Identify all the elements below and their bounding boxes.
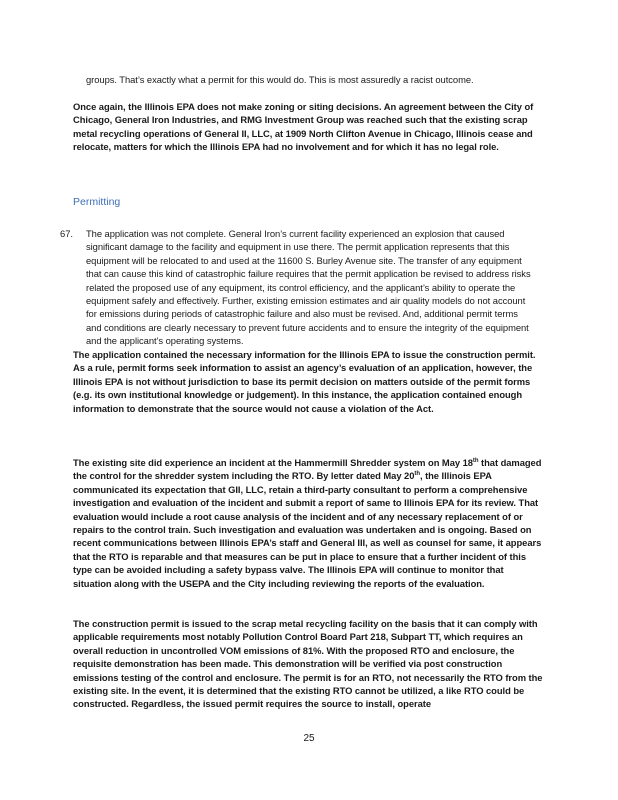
incident-superscript-1: th — [472, 457, 479, 464]
incident-superscript-2: th — [414, 471, 420, 478]
incident-text-part-1: The existing site did experience an incident at the Hammermill Shredder system on May 18 — [73, 457, 473, 468]
incident-text-part-3: , the Illinois EPA communicated its expectation that GII, LLC, retain a third-party consultant to perform a comprehensive investigation and evaluation of the incident and submit a report of same to Illinois EPA for its review. That evaluation would include a root cause analysis of the incident and of any necessary replacement of or repairs to the control train. Such investigation and evaluation was undertaken and is ongoing. Based on recent communications between Illinois EPA’s staff and General III, as well as counsel for same, it appears that the RTO is reparable and that measures can be put in place to ensure that a further incident of this type can be avoided including a safety bypass valve. The Illinois EPA will continue to monitor that situation along with the USEPA and the City including reviewing the reports of the evaluation. — [73, 470, 542, 589]
zoning-response-paragraph: Once again, the Illinois EPA does not make zoning or siting decisions. An agreement between the City of Chicago, General Iron Industries, and RMG Investment Group was reached such that the existing scrap metal recycling operations of General II, LLC, at 1909 North Clifton Avenue in Chicago, Illinois cease and relocate, matters for which the Illinois EPA had no involvement and for which it has no legal role. — [73, 101, 534, 153]
section-heading-permitting: Permitting — [73, 196, 121, 208]
response-paragraph-construction-permit: The construction permit is issued to the scrap metal recycling facility on the basis that it can comply with applicable requirements most notably Pollution Control Board Part 218, Subpart TT, which requires an overall reduction in uncontrolled VOM emissions of 81%. With the proposed RTO and enclosure, the requisite demonstration has been made. This demonstration will be verified via post construction emissions testing of the control and enclosure. The permit is for an RTO, not necessarily the RTO from the existing site. In the event, it is determined that the existing RTO cannot be utilized, a like RTO could be constructed. Regardless, the issued permit requires the source to install, operate — [73, 618, 543, 710]
incident-text-part-2: that damaged the control for the shredder system including the RTO. By letter dated May 20 — [73, 457, 542, 482]
comment-paragraph: The application was not complete. General Iron’s current facility experienced an explosion that caused significant damage to the facility and equipment in use there. The permit application represents that this equipment will be relocated to and used at the 11600 S. Burley Avenue site. The transfer of any equipment that can cause this kind of catastrophic failure requires that the permit application be revised to address risks related the proposed use of any equipment, its control efficiency, and the applicant’s ability to operate the equipment safely and effectively. Further, existing emission estimates and air quality models do not account for emissions during periods of catastrophic failure and also must be revised. And, additional permit terms and conditions are clearly necessary to prevent future accidents and to ensure the integrity of the equipment and the applicant’s operating systems. — [86, 228, 531, 347]
continuation-paragraph: groups. That’s exactly what a permit for this would do. This is most assuredly a racist outcome. — [86, 74, 474, 85]
comment-number: 67. — [60, 228, 74, 239]
response-paragraph-application: The application contained the necessary information for the Illinois EPA to issue the construction permit. As a rule, permit forms seek information to assist an agency’s evaluation of an application, however, the Illinois EPA is not without jurisdiction to base its permit decision on matters outside of the permit forms (e.g. its own institutional knowledge or judgement). In this instance, the application contained enough information to demonstrate that the source would not cause a violation of the Act. — [73, 349, 536, 414]
page-number: 25 — [303, 733, 315, 744]
response-paragraph-incident — [73, 456, 543, 590]
